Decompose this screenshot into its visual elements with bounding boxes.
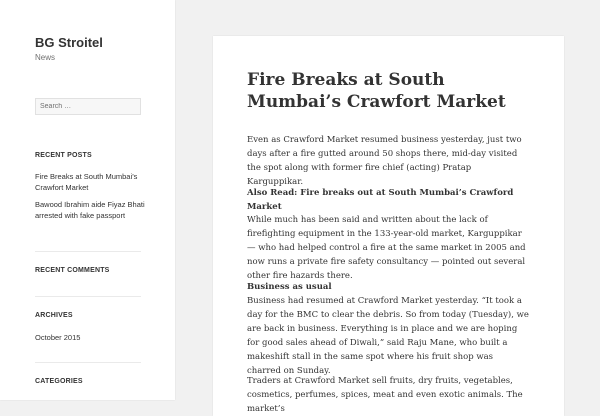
post-paragraph-2: While much has been said and written about the lack of firefighting equipment in the 133-year-old market, Karguppikar — who had helped control a fire at the same market in 2005 and now runs a private fire safety consultancy — pointed out several other fire hazards there.	[247, 215, 526, 281]
widget-divider	[35, 296, 141, 297]
post-subhead	[247, 280, 529, 294]
post-card	[213, 36, 564, 416]
recent-post-link[interactable]: Bawood Ibrahim aide Fiyaz Bhati arrested with fake passport	[35, 200, 145, 220]
subhead-text: Business as usual	[247, 282, 332, 292]
categories-heading: CATEGORIES	[35, 378, 83, 385]
also-read-link[interactable]	[247, 186, 529, 214]
widget-divider	[35, 362, 141, 363]
widget-divider	[35, 251, 141, 252]
post-paragraph-1: Even as Crawford Market resumed business yesterday, just two days after a fire gutted around 50 shops there, mid-day visited the spot along with former fire chief (acting) Pratap Karguppikar.	[247, 135, 522, 187]
also-read-text[interactable]: Also Read: Fire breaks out at South Mumbai’s Crawford Market	[247, 188, 514, 212]
post-paragraph-3: Business had resumed at Crawford Market yesterday. “It took a day for the BMC to clear the debris. So from today (Tuesday), we are back in business. Everything is in place and we are hoping for good sales ahead of Diwali,” said Raju Mane, who built a makeshift stall in the same spot where his fruit shop was charred on Sunday.	[247, 296, 529, 376]
archives-heading: ARCHIVES	[35, 312, 73, 319]
recent-comments-heading: RECENT COMMENTS	[35, 267, 110, 274]
recent-posts-heading: RECENT POSTS	[35, 152, 92, 159]
search-input[interactable]	[35, 98, 141, 115]
site-title[interactable]: BG Stroitel	[35, 35, 103, 50]
post-paragraph-4: Traders at Crawford Market sell fruits, dry fruits, vegetables, cosmetics, perfumes, spices, meat and even exotic animals. The market’s	[247, 376, 523, 414]
site-description: News	[35, 53, 56, 62]
archive-link-october-2015[interactable]: October 2015	[35, 333, 81, 342]
post-title: Fire Breaks at South Mumbai’s Crawfort Market	[247, 70, 506, 112]
recent-post-link[interactable]: Fire Breaks at South Mumbai’s Crawfort Market	[35, 172, 138, 192]
sidebar	[0, 0, 175, 400]
